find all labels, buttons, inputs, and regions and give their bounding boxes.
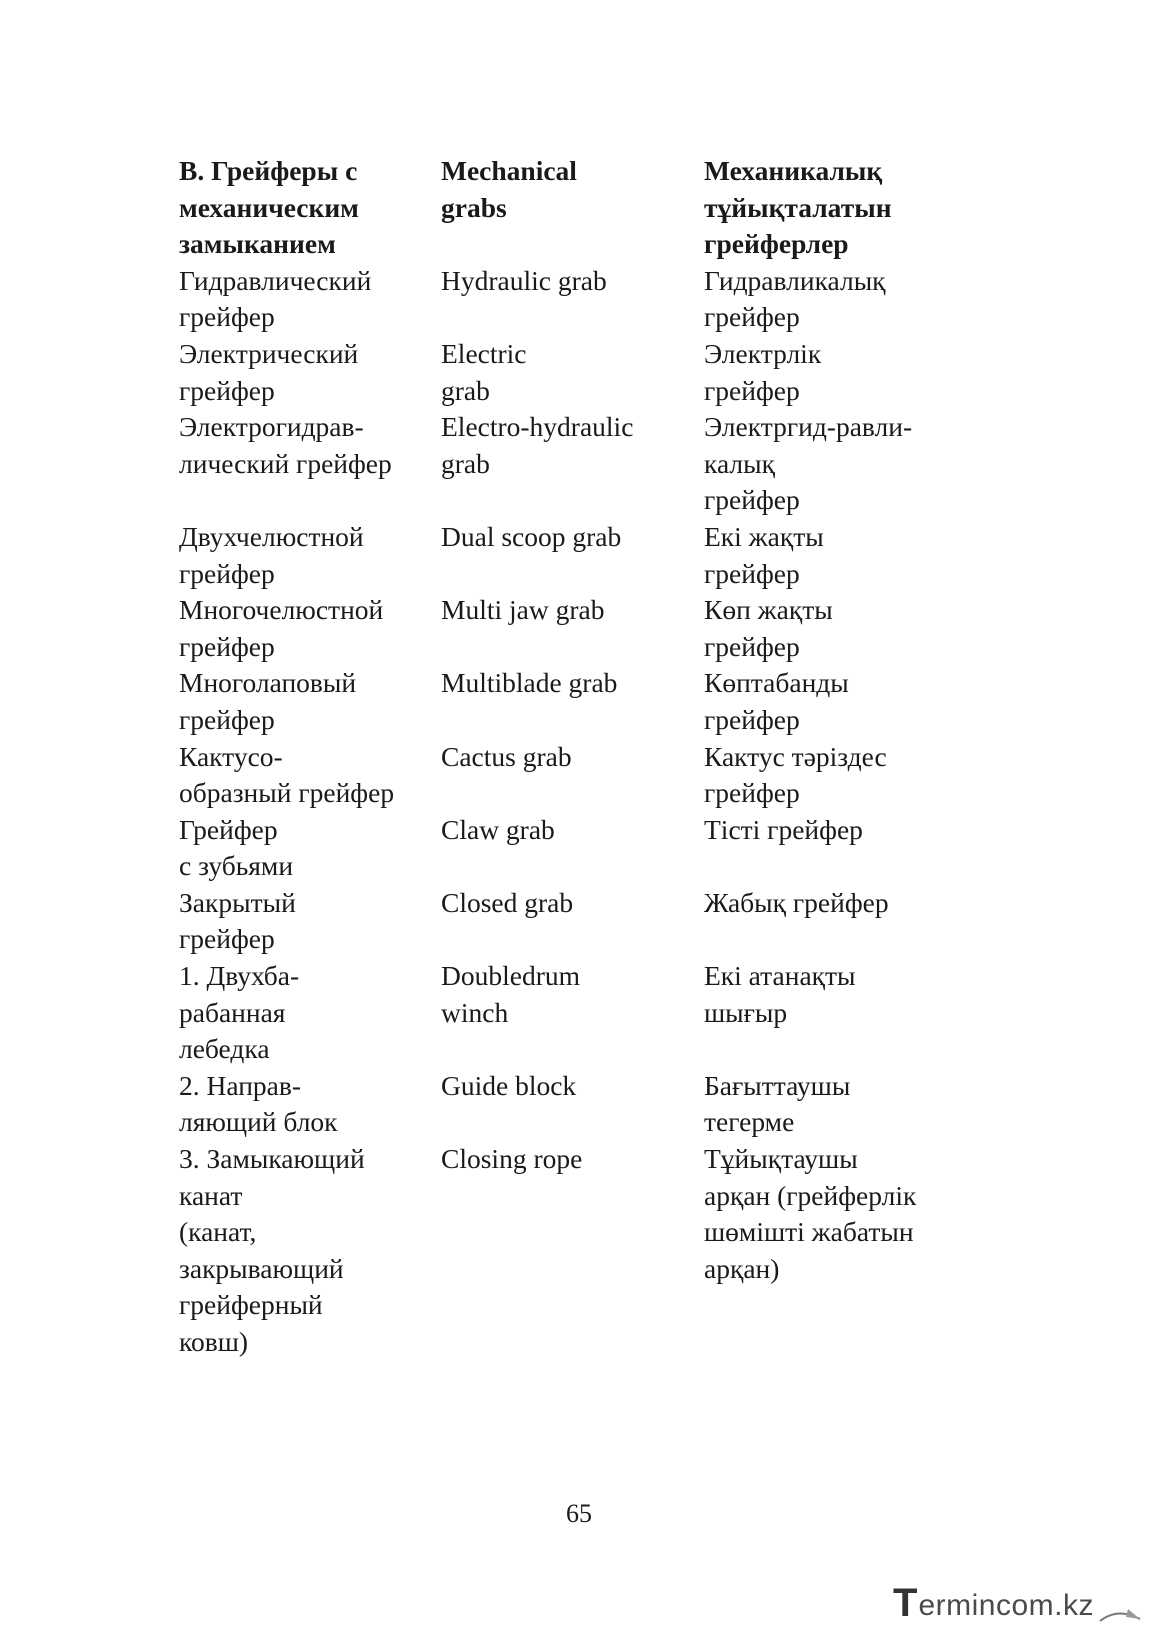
term-kazakh: Көп жақты грейфер	[704, 594, 833, 662]
term-english: Multi jaw grab	[441, 594, 605, 626]
term-russian: Многолаповый грейфер	[179, 667, 357, 735]
term-english: Guide block	[441, 1069, 577, 1101]
term-english: Doubledrum winch	[441, 960, 581, 1028]
term-russian: 1. Двухба- рабанная лебедка	[179, 960, 300, 1065]
watermark-text: ermincom.kz	[918, 1589, 1094, 1622]
term-kazakh: Электрлік грейфер	[704, 337, 822, 406]
table-row	[179, 592, 959, 665]
table-row	[179, 885, 959, 958]
page-number: 65	[566, 1499, 592, 1528]
term-english: Multiblade grab	[441, 667, 618, 699]
table-row	[179, 263, 959, 336]
term-kazakh: Екі жақты грейфер	[704, 520, 824, 589]
term-russian: Гидравлический грейфер	[179, 264, 372, 333]
terminology-table	[179, 153, 959, 1361]
term-kazakh: Жабық грейфер	[704, 886, 889, 918]
term-kazakh: Екі атанақты шығыр	[704, 960, 856, 1028]
header-english: Mechanical grabs	[441, 155, 577, 223]
term-english: Electric grab	[441, 337, 527, 406]
term-english: Hydraulic grab	[441, 264, 607, 296]
term-english: Closing rope	[441, 1143, 583, 1175]
term-kazakh: Көптабанды грейфер	[704, 667, 849, 735]
term-kazakh: Бағыттаушы тегерме	[704, 1069, 851, 1138]
term-kazakh: Тұйықтаушы арқан (грейферлік шөмішті жабатын арқан)	[704, 1143, 917, 1284]
term-russian: Многочелюстной грейфер	[179, 594, 384, 662]
term-russian: Электрогидрав- лический грейфер	[179, 411, 392, 479]
site-watermark	[893, 1583, 1142, 1623]
table-row	[179, 665, 959, 738]
termincom-logo-icon	[1098, 1605, 1142, 1623]
table-row	[179, 519, 959, 592]
table-header-row	[179, 153, 959, 263]
term-russian: Двухчелюстной грейфер	[179, 520, 364, 589]
term-russian: Электрический грейфер	[179, 337, 359, 406]
table-row	[179, 812, 959, 885]
table-row	[179, 336, 959, 409]
header-kazakh: Механикалық тұйықталатын грейферлер	[704, 155, 892, 260]
term-english: Electro-hydraulic grab	[441, 411, 634, 479]
watermark-initial: T	[893, 1581, 918, 1625]
term-russian: Грейфер с зубьями	[179, 813, 294, 882]
term-english: Dual scoop grab	[441, 520, 622, 552]
term-kazakh: Гидравликалық грейфер	[704, 264, 886, 333]
table-row	[179, 1068, 959, 1141]
term-english: Closed grab	[441, 886, 574, 918]
term-russian: 3. Замыкающий канат (канат, закрывающий грейферный ковш)	[179, 1143, 365, 1357]
term-kazakh: Тісті грейфер	[704, 813, 863, 845]
term-english: Claw grab	[441, 813, 555, 845]
term-kazakh: Электргид-равли- калық грейфер	[704, 411, 913, 516]
table-row	[179, 409, 959, 519]
table-row	[179, 739, 959, 812]
term-kazakh: Кактус тәріздес грейфер	[704, 740, 887, 809]
term-russian: 2. Направ- ляющий блок	[179, 1069, 338, 1138]
header-russian: В. Грейферы с механическим замыканием	[179, 155, 359, 260]
term-russian: Кактусо- образный грейфер	[179, 740, 395, 809]
term-russian: Закрытый грейфер	[179, 886, 296, 955]
term-english: Cactus grab	[441, 740, 572, 772]
table-row	[179, 958, 959, 1068]
table-row	[179, 1141, 959, 1361]
